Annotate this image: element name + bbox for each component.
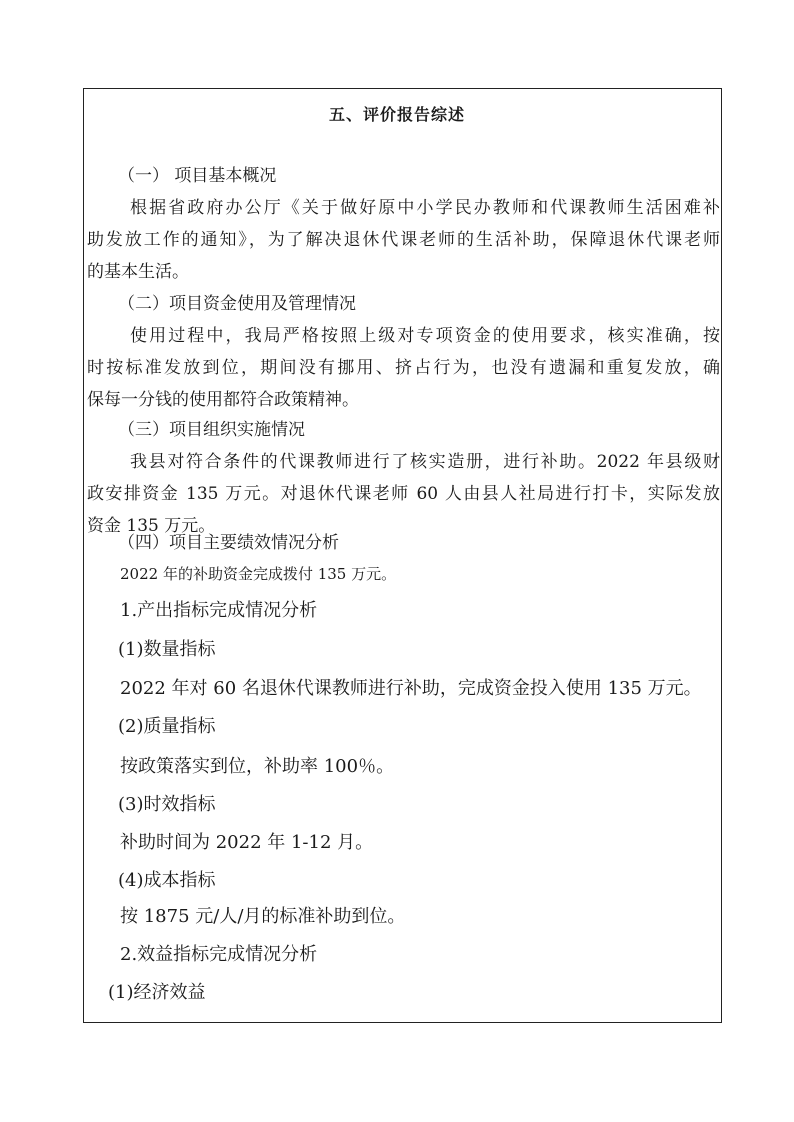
heading-output-indicators: 1.产出指标完成情况分析 — [120, 600, 318, 621]
heading-basic-overview: （一） 项目基本概况 — [118, 166, 277, 186]
paragraph-line: 保每一分钱的使用都符合政策精神。 — [87, 390, 359, 410]
text-quality: 按政策落实到位，补助率 100％。 — [120, 756, 395, 777]
text-quantity: 2022 年对 60 名退休代课教师进行补助，完成资金投入使用 135 万元。 — [120, 678, 702, 699]
heading-benefit-indicators: 2.效益指标完成情况分析 — [120, 944, 318, 965]
paragraph-line: 根据省政府办公厅《关于做好原中小学民办教师和代课教师生活困难补 — [130, 198, 720, 218]
label-timeliness: (3)时效指标 — [118, 794, 216, 815]
label-economic: (1)经济效益 — [108, 982, 206, 1003]
label-quantity: (1)数量指标 — [118, 639, 216, 660]
heading-performance-analysis: （四）项目主要绩效情况分析 — [118, 533, 339, 553]
label-cost: (4)成本指标 — [118, 870, 216, 891]
heading-implementation: （三）项目组织实施情况 — [118, 420, 305, 440]
summary-line: 2022 年的补助资金完成拨付 135 万元。 — [120, 565, 397, 583]
paragraph-line: 我县对符合条件的代课教师进行了核实造册，进行补助。2022 年县级财 — [130, 452, 720, 472]
paragraph-line: 时按标准发放到位，期间没有挪用、挤占行为，也没有遗漏和重复发放，确 — [87, 358, 720, 378]
paragraph-line: 的基本生活。 — [87, 262, 189, 282]
text-cost: 按 1875 元/人/月的标准补助到位。 — [120, 906, 406, 927]
paragraph-line: 使用过程中，我局严格按照上级对专项资金的使用要求，核实准确，按 — [130, 326, 720, 346]
paragraph-line: 政安排资金 135 万元。对退休代课老师 60 人由县人社局进行打卡，实际发放 — [87, 484, 720, 504]
section-title: 五、评价报告综述 — [328, 105, 465, 124]
paragraph-line: 资金 135 万元。 — [87, 516, 216, 536]
text-timeliness: 补助时间为 2022 年 1-12 月。 — [120, 832, 374, 853]
heading-funds-management: （二）项目资金使用及管理情况 — [118, 294, 356, 314]
paragraph-line: 助发放工作的通知》，为了解决退休代课老师的生活补助，保障退休代课老师 — [87, 230, 720, 250]
label-quality: (2)质量指标 — [118, 716, 216, 737]
